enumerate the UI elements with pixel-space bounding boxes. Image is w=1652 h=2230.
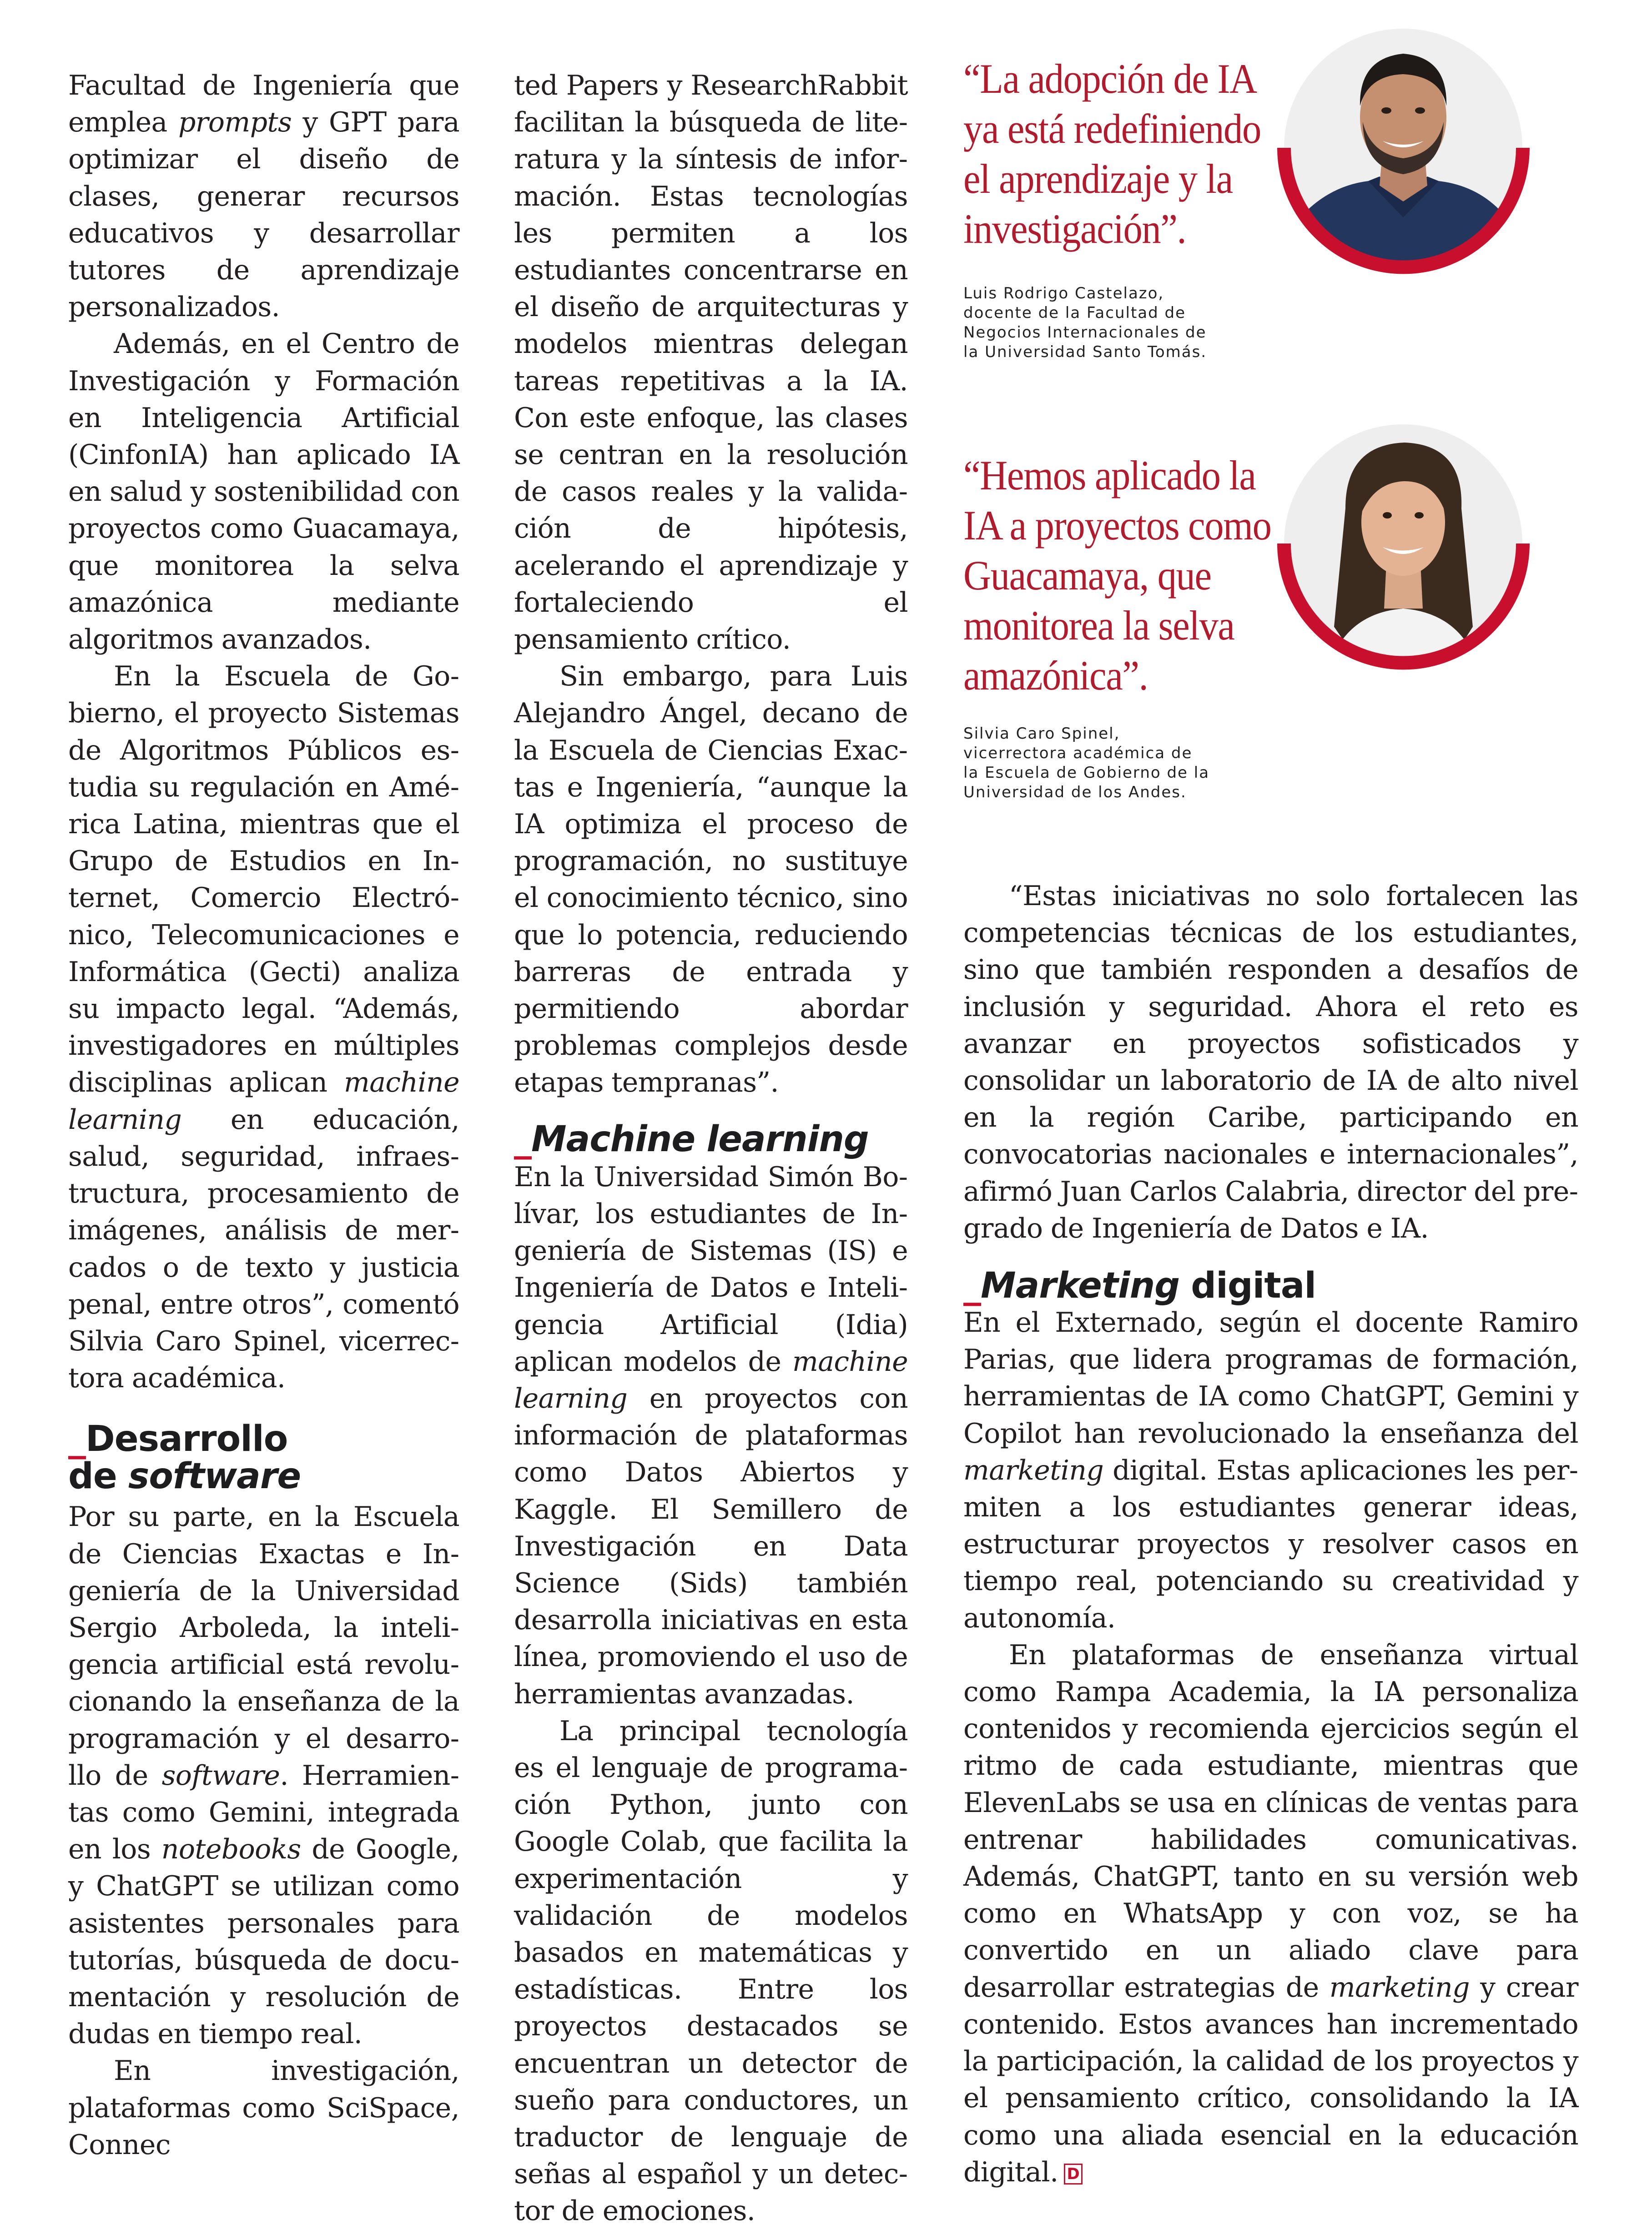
column-1 (68, 67, 459, 2164)
column-3 (963, 878, 1578, 2191)
pull-quote-1 (963, 54, 1300, 362)
pull-quote-2 (963, 450, 1309, 802)
col3-paragraphs-2 (963, 1304, 1578, 2191)
col2-paragraphs (514, 67, 908, 1102)
column-2 (514, 67, 908, 2230)
portrait-man-photo (1277, 22, 1530, 274)
paragraph: En la Universidad Simón Bolívar, los estudiantes de Ingeniería de Sistemas (IS) e Ingeniería de Datos e Inteligencia Artificial (Idia) aplican modelos de machine learning en proyectos con información de plataformas como Datos Abiertos y Kaggle. El Semillero de Investigación en Data Science (Sids) también desarrolla iniciativas en esta línea, promoviendo el uso de herramientas avanzadas. (514, 1161, 908, 1710)
section-heading-marketing-digital: _Marketing digital (963, 1265, 1316, 1307)
paragraph: Facultad de Ingeniería que emplea prompts y GPT para optimizar el diseño de clases, generar recursos educativos y desarrollar tutores de aprendizaje personalizados. (68, 70, 460, 323)
paragraph: “Estas iniciativas no solo fortalecen las competencias técnicas de los estudiantes, sino que también responden a desafíos de inclusión y seguridad. Ahora el reto es avanzar en proyectos sofisticados y consolidar un laboratorio de IA de alto nivel en la región Caribe, participando en convocatorias nacionales e internacionales”, afirmó Juan Carlos Calabria, director del pregrado de Ingeniería de Datos e IA. (963, 880, 1578, 1244)
portrait-woman-photo (1277, 418, 1530, 670)
paragraph: Sin embargo, para Luis Alejandro Ángel, decano de la Escuela de Ciencias Exactas e Ingeniería, “aunque la IA optimiza el proceso de programación, no sustituye el conocimiento técnico, sino que lo potencia, reduciendo barreras de entrada y permitiendo abordar problemas complejos desde etapas tempranas”. (514, 660, 908, 1099)
section-heading-desarrollo: _Desarrollo de software (68, 1419, 301, 1497)
paragraph: En investigación, plataformas como SciSpace, Connec (68, 2055, 459, 2161)
col3-paragraphs (963, 878, 1578, 1247)
col2-paragraphs-2 (514, 1159, 908, 2230)
paragraph: En plataformas de enseñanza virtual como Rampa Academia, la IA personaliza contenidos y recomienda ejercicios según el ritmo de cada estudiante, mientras que ElevenLabs se usa en clínicas de ventas para entrenar habilidades comunicativas. Además, ChatGPT, tanto en su versión web como en WhatsApp y con voz, se ha convertido en un aliado clave para desarrollar estrategias de marketing y crear contenido. Estos avances han incrementado la participación, la calidad de los proyectos y el pensamiento crítico, consolidando la IA como una aliada esencial en la educación digital. D (963, 1639, 1578, 2188)
end-mark-icon: D (1064, 2164, 1083, 2185)
paragraph: La principal tecnología es el lenguaje de programación Python, junto con Google Colab, que facilita la experimentación y validación de modelos basados en matemáticas y estadísticas. Entre los proyectos destacados se encuentran un detector de sueño para conductores, un traductor de lenguaje de señas al español y un detector de emociones. (514, 1715, 908, 2227)
pull-quote-2-attribution: Silvia Caro Spinel, vicerrectora académica de la Escuela de Gobierno de la Universidad de los Andes. (963, 725, 1210, 801)
paragraph: En la Escuela de Gobierno, el proyecto Sistemas de Algoritmos Públicos estudia su regulación en América Latina, mientras que el Grupo de Estudios en Internet, Comercio Electrónico, Telecomunicaciones e Informática (Gecti) analiza su impacto legal. “Además, investigadores en múltiples disciplinas aplican machine learning en educación, salud, seguridad, infraestructura, procesamiento de imágenes, análisis de mercados o de texto y justicia penal, entre otros”, comentó Silvia Caro Spinel, vicerrectora académica. (68, 660, 459, 1394)
pull-quote-1-attribution: Luis Rodrigo Castelazo, docente de la Facultad de Negocios Internacionales de la Universidad Santo Tomás. (963, 284, 1207, 361)
pull-quote-2-text: “Hemos aplicado la IA a proyectos como Guacamaya, que monitorea la selva amazónica”. (963, 452, 1271, 699)
col1-paragraphs (68, 67, 459, 1397)
paragraph: En el Externado, según el docente Ramiro Parias, que lidera programas de formación, herramientas de IA como ChatGPT, Gemini y Copilot han revolucionado la enseñanza del marketing digital. Estas aplicaciones les permiten a los estudiantes generar ideas, estructurar proyectos y resolver casos en tiempo real, potenciando su creatividad y autonomía. (963, 1307, 1578, 1634)
paragraph: Además, en el Centro de Investigación y Formación en Inteligencia Artificial (CinfonIA) han aplicado IA en salud y sostenibilidad con proyectos como Guacamaya, que monitorea la selva amazónica mediante algoritmos avanzados. (68, 328, 459, 656)
paragraph: Por su parte, en la Escuela de Ciencias Exactas e Ingeniería de la Universidad Sergio Arboleda, la inteligencia artificial está revolucionando la enseñanza de la programación y el desarrollo de software. Herramientas como Gemini, integrada en los notebooks de Google, y ChatGPT se utilizan como asistentes personales para tutorías, búsqueda de documentación y resolución de dudas en tiempo real. (68, 1501, 459, 2050)
col1-paragraphs-2 (68, 1499, 459, 2164)
paragraph: ted Papers y ResearchRabbit facilitan la búsqueda de literatura y la síntesis de información. Estas tecnologías les permiten a los estudiantes concentrarse en el diseño de arquitecturas y modelos mientras delegan tareas repetitivas a la IA. Con este enfoque, las clases se centran en la resolución de casos reales y la validación de hipótesis, acelerando el aprendizaje y fortaleciendo el pensamiento crítico. (514, 70, 908, 656)
pull-quote-1-text: “La adopción de IA ya está redefiniendo el aprendizaje y la investigación”. (963, 55, 1261, 252)
section-heading-machine-learning: _Machine learning (514, 1118, 869, 1160)
